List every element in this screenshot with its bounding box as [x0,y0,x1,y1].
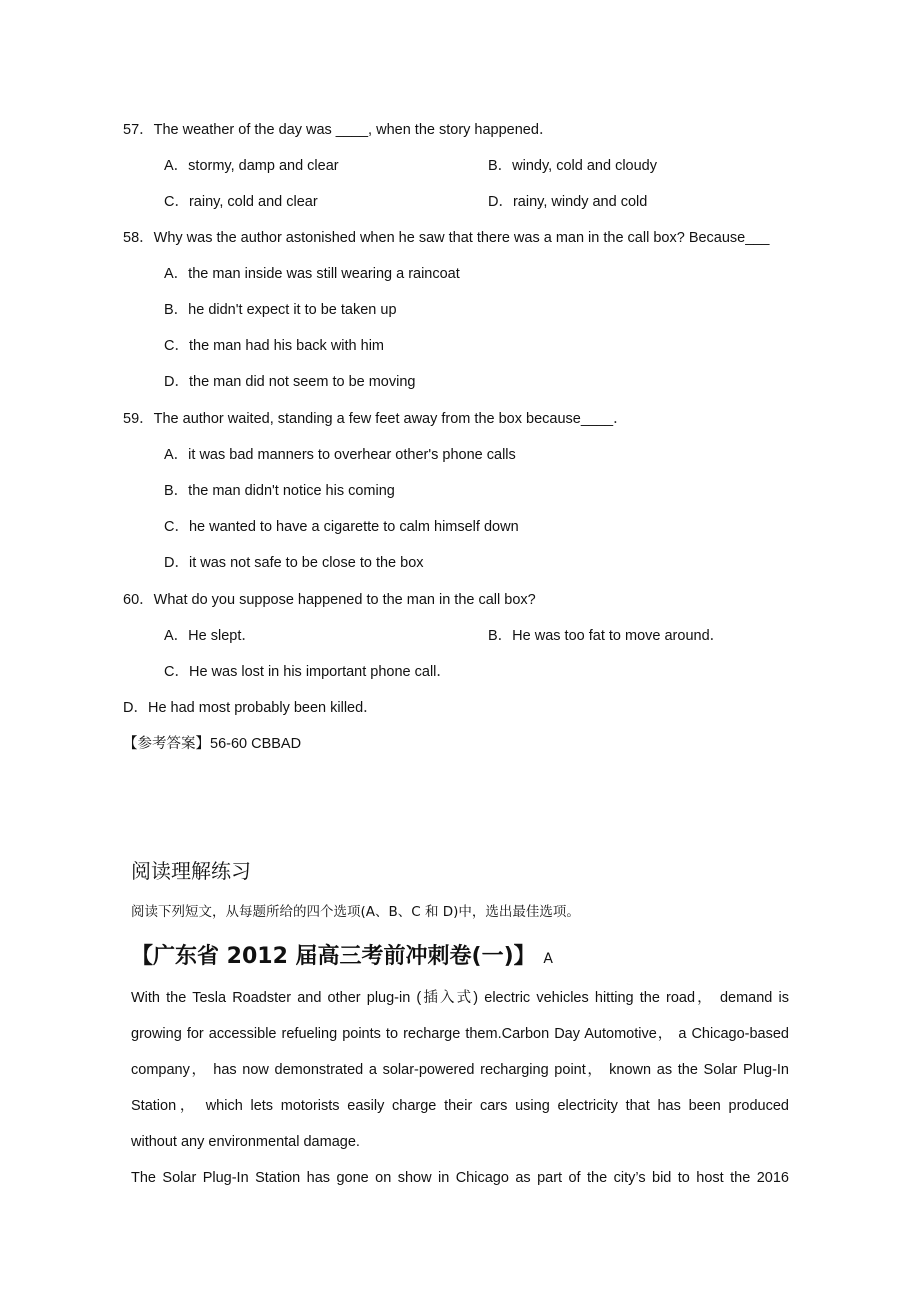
question-58-option-b: B．he didn't expect it to be taken up [164,302,397,318]
passage-line-2: growing for accessible refueling points to recharge them.Carbon Day Automotive， a Chicago-based [131,1026,789,1042]
question-57-stem: 57．The weather of the day was ____, when the story happened． [123,122,554,138]
question-60-stem: 60．What do you suppose happened to the man in the call box? [123,592,536,608]
question-57-option-c: C．rainy, cold and clear [164,194,318,210]
question-57-option-a: A．stormy, damp and clear [164,158,339,174]
question-60-option-c: C．He was lost in his important phone call． [164,664,451,680]
passage-line-6: The Solar Plug-In Station has gone on show in Chicago as part of the city’s bid to host the 2016 [131,1170,789,1186]
question-59-option-a: A．it was bad manners to overhear other's phone calls [164,447,516,463]
question-57-option-b: B．windy, cold and cloudy [488,158,657,174]
question-57-option-d: D．rainy, windy and cold [488,194,648,210]
answer-key: 【参考答案】56-60 CBBAD [123,736,302,752]
question-59-option-b: B．the man didn't notice his coming [164,483,395,499]
question-58-stem: 58．Why was the author astonished when he saw that there was a man in the call box? Because___ [123,230,770,246]
passage-title-text: 【广东省 2012 届高三考前冲刺卷(一)】 [131,944,536,969]
section-heading: 阅读理解练习 [131,859,251,883]
passage-line-4: Station， which lets motorists easily charge their cars using electricity that has been produced [131,1098,789,1114]
question-58-option-a: A．the man inside was still wearing a raincoat [164,266,460,282]
question-60-option-d: D．He had most probably been killed． [123,700,378,716]
question-59-option-d: D．it was not safe to be close to the box [164,555,424,571]
passage-line-1: With the Tesla Roadster and other plug-in (插入式) electric vehicles hitting the road， demand is [131,990,789,1006]
question-59-stem: 59．The author waited, standing a few feet away from the box because____． [123,411,628,427]
passage-title [131,942,553,974]
question-60-option-a: A．He slept． [164,628,256,644]
passage-line-3: company， has now demonstrated a solar-powered recharging point， known as the Solar Plug-In [131,1062,789,1078]
passage-line-5: without any environmental damage. [131,1134,360,1150]
section-instruction: 阅读下列短文，从每题所给的四个选项(A、B、C 和 D)中，选出最佳选项。 [131,904,580,920]
question-60-option-b: B．He was too fat to move around． [488,628,725,644]
question-58-option-d: D．the man did not seem to be moving [164,374,416,390]
question-59-option-c: C．he wanted to have a cigarette to calm himself down [164,519,519,535]
question-58-option-c: C．the man had his back with him [164,338,385,354]
passage-part-label: A [543,951,553,967]
